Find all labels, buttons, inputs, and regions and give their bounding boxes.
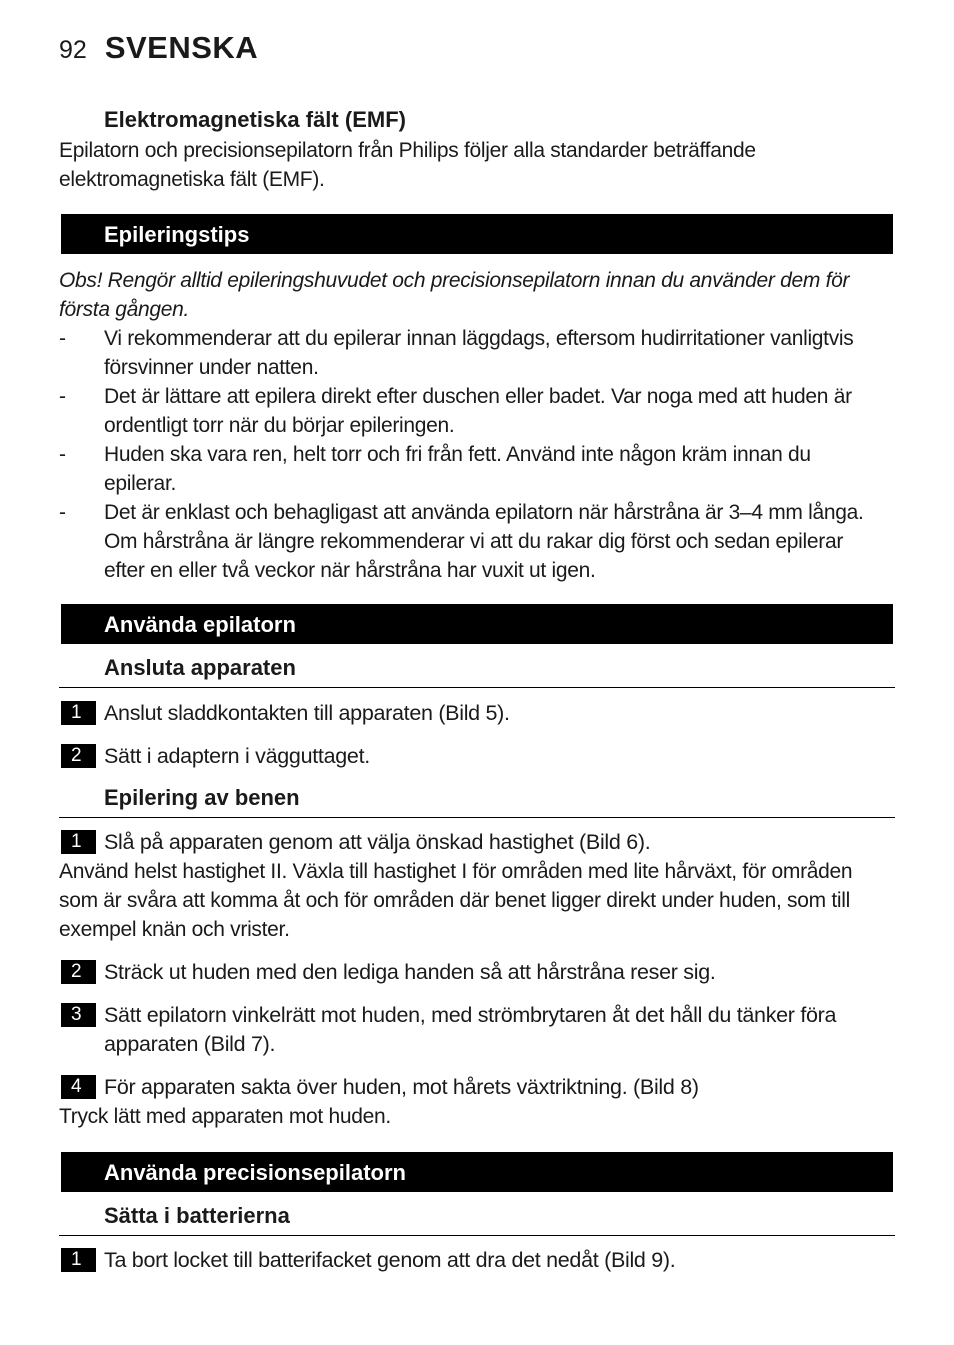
page-language-title: SVENSKA — [104, 30, 259, 65]
connect-heading: Ansluta apparaten — [104, 655, 296, 680]
list-item — [59, 382, 899, 440]
heading-rule — [59, 687, 895, 688]
list-item — [59, 440, 899, 498]
step-text: Anslut sladdkontakten till apparaten (Bild 5). — [104, 701, 510, 725]
step-text: Sätt i adaptern i vägguttaget. — [104, 744, 370, 768]
step-item — [59, 1073, 899, 1102]
step-text: Ta bort locket till batterifacket genom att dra det nedåt (Bild 9). — [104, 1248, 676, 1272]
step-number: 1 — [61, 1248, 96, 1272]
tips-note — [59, 266, 899, 324]
step-number: 1 — [61, 830, 96, 854]
step-text: Sträck ut huden med den lediga handen så att hårstråna reser sig. — [104, 960, 716, 984]
bullet-line: Huden ska vara ren, helt torr och fri från fett. Använd inte någon kräm innan du — [104, 443, 811, 466]
step-item — [59, 699, 899, 728]
section-bar-precision — [61, 1152, 893, 1192]
legs-after-note: Tryck lätt med apparaten mot huden. — [59, 1105, 391, 1128]
step-item — [59, 958, 899, 987]
step-number: 4 — [61, 1075, 96, 1099]
bullet-line: epilerar. — [104, 472, 177, 495]
step-text-line: Sätt epilatorn vinkelrätt mot huden, med strömbrytaren åt det håll du tänker föra — [104, 1003, 837, 1027]
step-text-line: apparaten (Bild 7). — [104, 1032, 276, 1056]
section-title: Använda epilatorn — [104, 612, 296, 637]
legs-note-line: som är svåra att komma åt och för områden där benet ligger direkt under huden, som till — [59, 889, 850, 912]
bullet-line: Om hårstråna är längre rekommenderar vi att du rakar dig först och sedan epilerar — [104, 530, 844, 553]
bullet-dash: - — [59, 327, 66, 350]
step-number: 3 — [61, 1003, 96, 1027]
bullet-dash: - — [59, 385, 66, 408]
bullet-line: ordentligt torr när du börjar epileringen. — [104, 414, 455, 437]
emf-heading: Elektromagnetiska fält (EMF) — [104, 107, 406, 132]
section-title: Använda precisionsepilatorn — [104, 1160, 406, 1185]
legs-note — [59, 857, 899, 944]
list-item — [59, 324, 899, 382]
bullet-dash: - — [59, 501, 66, 524]
bullet-line: Det är lättare att epilera direkt efter duschen eller badet. Var noga med att huden är — [104, 385, 852, 408]
step-number: 2 — [61, 960, 96, 984]
bullet-line: försvinner under natten. — [104, 356, 319, 379]
step-item — [59, 828, 899, 857]
emf-text — [59, 136, 899, 194]
list-item — [59, 498, 899, 585]
bullet-line: efter en eller två veckor när hårstråna har vuxit ut igen. — [104, 559, 596, 582]
step-item — [59, 742, 899, 771]
step-number: 2 — [61, 744, 96, 768]
step-number: 1 — [61, 701, 96, 725]
bullet-dash: - — [59, 443, 66, 466]
heading-rule — [59, 1235, 895, 1236]
bullet-line: Det är enklast och behagligast att använda epilatorn när hårstråna är 3–4 mm långa. — [104, 501, 864, 524]
section-bar-tips — [61, 214, 893, 254]
tips-note-line: första gången. — [59, 298, 190, 321]
step-text: För apparaten sakta över huden, mot hårets växtriktning. (Bild 8) — [104, 1075, 699, 1099]
tips-note-line: Obs! Rengör alltid epileringshuvudet och precisionsepilatorn innan du använder dem för — [59, 269, 850, 292]
section-title: Epileringstips — [104, 222, 250, 247]
page-header — [59, 30, 258, 66]
batteries-heading: Sätta i batterierna — [104, 1203, 290, 1228]
legs-note-line: Använd helst hastighet II. Växla till hastighet I för områden med lite hårväxt, för områden — [59, 860, 853, 883]
step-item — [59, 1246, 899, 1275]
section-bar-using — [61, 604, 893, 644]
emf-text-line: elektromagnetiska fält (EMF). — [59, 168, 325, 191]
step-text: Slå på apparaten genom att välja önskad hastighet (Bild 6). — [104, 830, 651, 854]
page-number: 92 — [59, 36, 87, 64]
step-item — [59, 1001, 899, 1059]
legs-note-line: exempel knän och vrister. — [59, 918, 290, 941]
bullet-line: Vi rekommenderar att du epilerar innan läggdags, eftersom hudirritationer vanligtvis — [104, 327, 854, 350]
emf-text-line: Epilatorn och precisionsepilatorn från Philips följer alla standarder beträffande — [59, 139, 756, 162]
legs-heading: Epilering av benen — [104, 785, 300, 810]
heading-rule — [59, 817, 895, 818]
